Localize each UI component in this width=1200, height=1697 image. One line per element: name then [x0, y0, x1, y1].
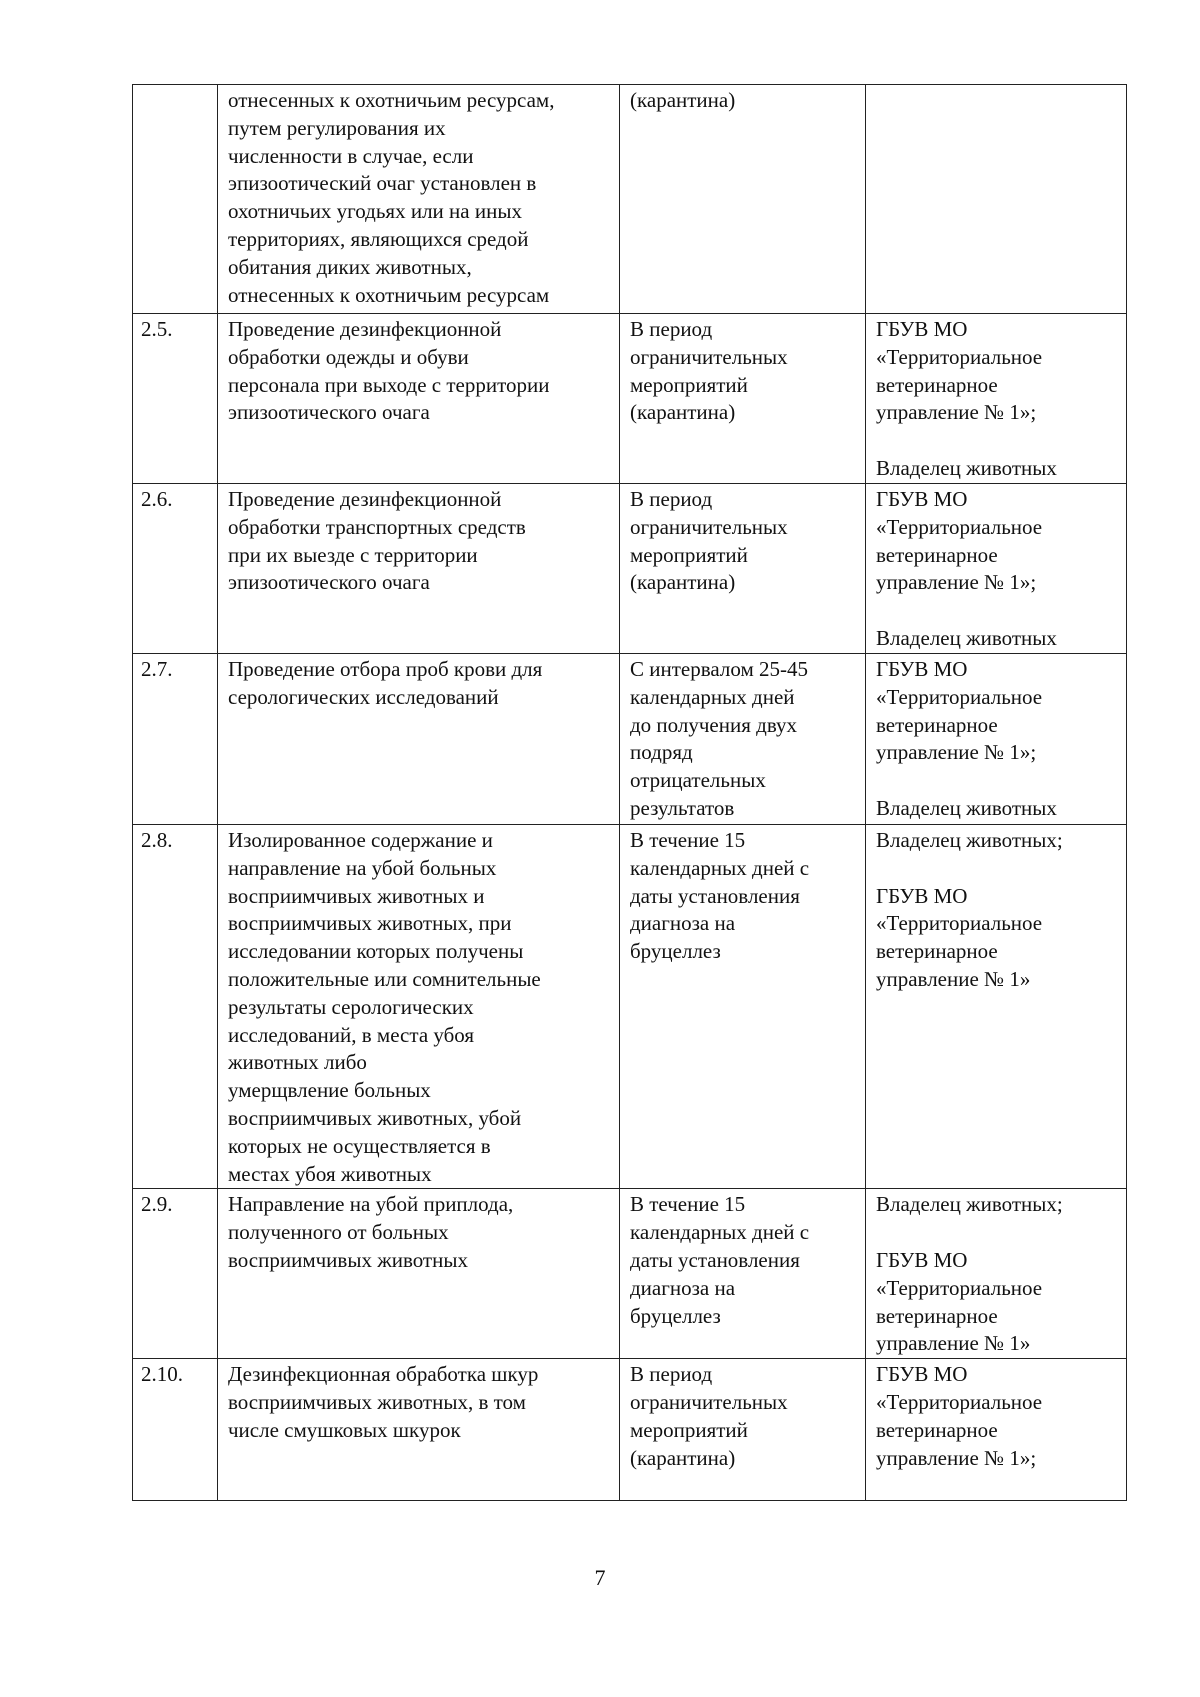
row-number: 2.10.	[133, 1359, 218, 1501]
page-number: 7	[594, 1565, 606, 1590]
responsible-cell: ГБУВ МО «Территориальное ветеринарное управление № 1»; Владелец животных	[866, 654, 1127, 825]
responsible-cell: Владелец животных; ГБУВ МО «Территориальное ветеринарное управление № 1»	[866, 825, 1127, 1189]
term-cell: (карантина)	[620, 85, 866, 314]
table-row	[133, 484, 1127, 654]
event-cell: Направление на убой приплода, полученного от больных восприимчивых животных	[218, 1189, 620, 1359]
table-row	[133, 1359, 1127, 1501]
event-cell: отнесенных к охотничьим ресурсам, путем регулирования их численности в случае, если эпизоотический очаг установлен в охотничьих угодьях или на иных территориях, являющихся средой обитания диких животных, отнесенных к охотничьим ресурсам	[218, 85, 620, 314]
responsible-cell	[866, 85, 1127, 314]
table-row	[133, 85, 1127, 314]
responsible-cell: ГБУВ МО «Территориальное ветеринарное управление № 1»;	[866, 1359, 1127, 1501]
responsible-cell: ГБУВ МО «Территориальное ветеринарное управление № 1»; Владелец животных	[866, 484, 1127, 654]
responsible-cell: ГБУВ МО «Территориальное ветеринарное управление № 1»; Владелец животных	[866, 314, 1127, 484]
row-number: 2.8.	[133, 825, 218, 1189]
table-row	[133, 654, 1127, 825]
row-number: 2.6.	[133, 484, 218, 654]
event-cell: Проведение отбора проб крови для серологических исследований	[218, 654, 620, 825]
table-row	[133, 1189, 1127, 1359]
table-row	[133, 314, 1127, 484]
measures-table	[132, 84, 1127, 1501]
term-cell: С интервалом 25-45 календарных дней до получения двух подряд отрицательных результатов	[620, 654, 866, 825]
table-row	[133, 825, 1127, 1189]
term-cell: В период ограничительных мероприятий (карантина)	[620, 1359, 866, 1501]
term-cell: В период ограничительных мероприятий (карантина)	[620, 314, 866, 484]
event-cell: Проведение дезинфекционной обработки одежды и обуви персонала при выходе с территории эпизоотического очага	[218, 314, 620, 484]
term-cell: В течение 15 календарных дней с даты установления диагноза на бруцеллез	[620, 1189, 866, 1359]
row-number: 2.7.	[133, 654, 218, 825]
row-number	[133, 85, 218, 314]
event-cell: Дезинфекционная обработка шкур восприимчивых животных, в том числе смушковых шкурок	[218, 1359, 620, 1501]
responsible-cell: Владелец животных; ГБУВ МО «Территориальное ветеринарное управление № 1»	[866, 1189, 1127, 1359]
event-cell: Проведение дезинфекционной обработки транспортных средств при их выезде с территории эпизоотического очага	[218, 484, 620, 654]
row-number: 2.9.	[133, 1189, 218, 1359]
row-number: 2.5.	[133, 314, 218, 484]
term-cell: В период ограничительных мероприятий (карантина)	[620, 484, 866, 654]
event-cell: Изолированное содержание и направление на убой больных восприимчивых животных и восприимчивых животных, при исследовании которых получены положительные или сомнительные результаты серологических исследований, в места убоя животных либо умерщвление больных восприимчивых животных, убой которых не осуществляется в местах убоя животных	[218, 825, 620, 1189]
term-cell: В течение 15 календарных дней с даты установления диагноза на бруцеллез	[620, 825, 866, 1189]
